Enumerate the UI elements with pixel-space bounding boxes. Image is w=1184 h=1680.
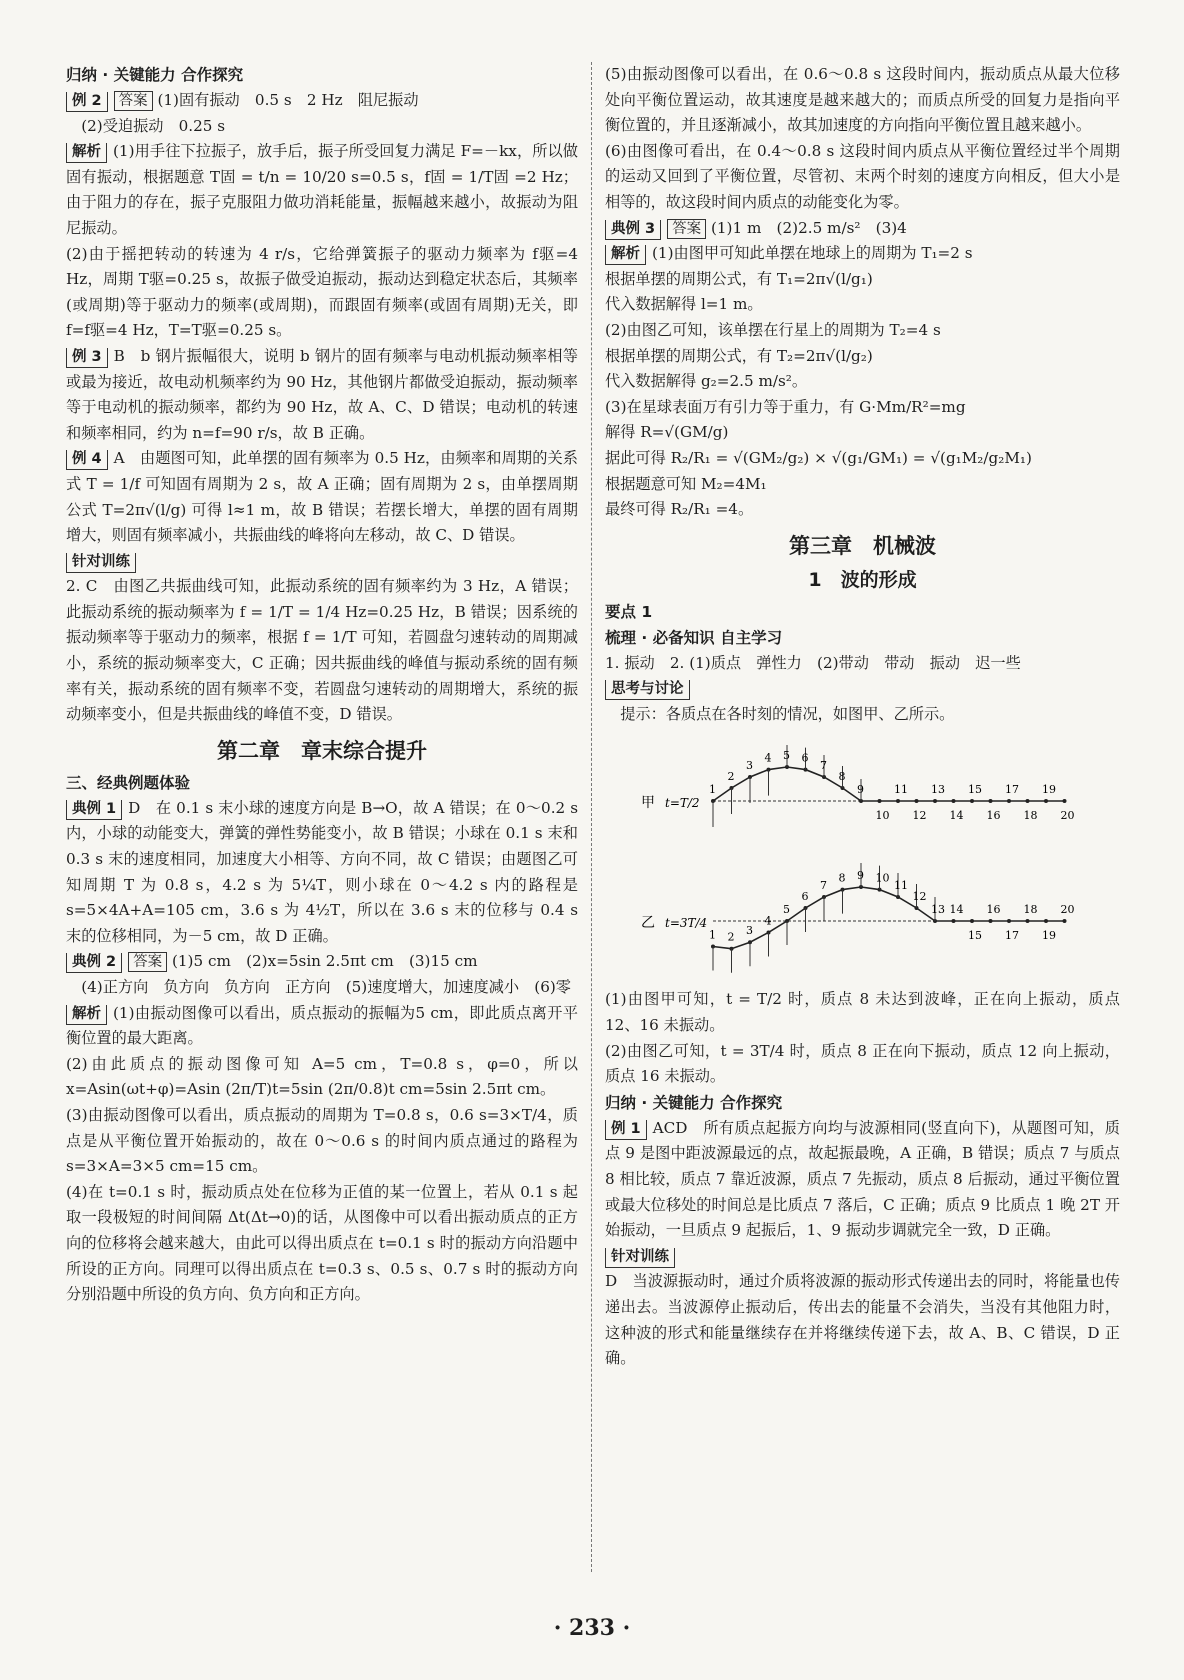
particle-label: 9 [857, 783, 864, 797]
paragraph-text: 代入数据解得 l=1 m。 [605, 295, 763, 314]
paragraph [605, 1269, 1120, 1371]
paragraph [605, 497, 1120, 523]
paragraph-text: 提示：各质点在各时刻的情况，如图甲、乙所示。 [605, 704, 955, 723]
example-tag: 针对训练 [605, 1248, 675, 1268]
section-heading [605, 625, 1120, 651]
paragraph-text: (1)用手往下拉振子，放手后，振子所受回复力满足 F=－kx，所以做固有振动，根据题意 T固 = t/n = 10/20 s=0.5 s，f固 = 1/T固 =2 Hz；由于阻力的存在，振子克服阻力做功消耗能量，振幅越来越小，故振动为阻尼振动。 [66, 142, 578, 237]
particle-dot [1063, 799, 1067, 803]
paragraph-text: 解得 R=√(GM/g) [605, 423, 729, 442]
particle-label: 1 [709, 928, 716, 942]
example-tag: 解析 [66, 143, 107, 163]
paragraph-text: D 在 0.1 s 末小球的速度方向是 B→O，故 A 错误；在 0～0.2 s 内，小球的动能变大，弹簧的弹性势能变小，故 B 错误；小球在 0.1 s 末和 0.3 s 末的速度相同，加速度大小相等、方向不同，故 C 错误；由题图乙可知周期 T 为 0.8 s，4.2 s 为 5¼T，则小球在 0～4.2 s 内的路程是 s=5×4A+A=105 cm，3.6 s 为 4½T，所以在 3.6 s 末的位移与 0.4 s 末的位移相同，为－5 cm，故 D 正确。 [66, 798, 578, 945]
paragraph [605, 395, 1120, 421]
particle-label: 4 [764, 914, 772, 928]
column-divider [591, 62, 592, 1572]
answer-box: 答案 [667, 219, 706, 239]
paragraph [605, 651, 1120, 677]
paragraph-text: 归纳 · 关键能力 合作探究 [605, 1093, 783, 1112]
particle-dot [989, 799, 993, 803]
answer-box: 答案 [128, 952, 167, 972]
paragraph-text: 1 波的形成 [808, 568, 917, 591]
paragraph-text: (2)受迫振动 0.25 s [66, 116, 226, 135]
paragraph-text: ACD 所有质点起振方向均与波源相同(竖直向下)，从题图可知，质点 9 是图中距波源最远的点，故起振最晚，A 正确，B 错误；质点 7 与质点 8 相比较，质点 7 靠近波源，质点 7 先振动，质点 8 后振动，通过平衡位置或最大位移处的时间总是比质点 7 落后，C 正确；质点 9 比质点 1 晚 2T 开始振动，一旦质点 9 起振后，1、9 振动步调就完全一致，D 正确。 [605, 1118, 1120, 1240]
paragraph-text: 据此可得 R₂/R₁ = √(GM₂/g₂) × √(g₁/GM₁) = √(g₁M₂/g₂M₁) [605, 448, 1032, 467]
paragraph-text: 代入数据解得 g₂=2.5 m/s²。 [605, 372, 808, 391]
panel-yi-label: 乙 [641, 915, 655, 932]
paragraph-text: 梳理 · 必备知识 自主学习 [605, 628, 783, 647]
paragraph [66, 242, 578, 344]
particle-dot [1026, 799, 1030, 803]
paragraph-text: 归纳 · 关键能力 合作探究 [66, 66, 244, 84]
paragraph-text: 根据单摆的周期公式，有 T₁=2π√(l/g₁) [605, 269, 873, 288]
particle-dot [1044, 799, 1048, 803]
section-heading [66, 770, 578, 796]
paragraph-text: (1)由图甲可知，t = T/2 时，质点 8 未达到波峰，正在向上振动，质点 12、16 未振动。 [605, 990, 1120, 1035]
paragraph [66, 975, 578, 1001]
particle-label: 16 [986, 809, 1001, 823]
paragraph-text: (1)固有振动 0.5 s 2 Hz 阻尼振动 [157, 91, 419, 109]
particle-label: 11 [894, 783, 908, 797]
section-heading [605, 599, 1120, 625]
paragraph [605, 987, 1120, 1038]
paragraph-text: 要点 1 [605, 602, 653, 621]
lesson-title [605, 565, 1120, 595]
particle-label: 17 [1005, 929, 1019, 943]
paragraph-text: (4)在 t=0.1 s 时，振动质点处在位移为正值的某一位置上，若从 0.1 s 起取一段极短的时间间隔 Δt(Δt→0)的话，从图像中可以看出振动质点的正方向的位移将会越来越大，由此可以得出质点在 t=0.1 s 时的振动方向沿题中所设的正方向。同理可以得出质点在 t=0.3 s、0.5 s、0.7 s 时的振动方向分别沿题中所设的负方向、负方向和正方向。 [66, 1182, 578, 1304]
particle-dot [952, 799, 956, 803]
example-tag: 思考与讨论 [605, 680, 690, 700]
section-heading [605, 1090, 1120, 1116]
particle-dot [970, 799, 974, 803]
paragraph-text: (2)由此质点的振动图像可知 A=5 cm，T=0.8 s，φ=0，所以 x=Asin(ωt+φ)=Asin (2π/T)t=5sin (2π/0.8)t cm=5sin 2.5πt cm。 [66, 1054, 578, 1099]
section-heading [66, 62, 578, 88]
particle-label: 20 [1060, 903, 1075, 917]
paragraph [605, 344, 1120, 370]
paragraph-text: 三、经典例题体验 [66, 773, 191, 792]
particle-label: 17 [1005, 783, 1019, 797]
paragraph [605, 420, 1120, 446]
particle-dot [1026, 919, 1030, 923]
particle-label: 12 [912, 809, 927, 823]
particle-label: 19 [1042, 783, 1056, 797]
particle-label: 5 [783, 749, 790, 763]
particle-label: 16 [986, 903, 1001, 917]
paragraph-text: (1)1 m (2)2.5 m/s² (3)4 [710, 218, 907, 237]
paragraph-text: (2)由图乙可知，该单摆在行星上的周期为 T₂=4 s [605, 320, 941, 339]
paragraph [605, 292, 1120, 318]
example-tag: 例 4 [66, 450, 108, 470]
paragraph [605, 369, 1120, 395]
particle-dot [989, 919, 993, 923]
paragraph [66, 949, 578, 975]
paragraph [605, 216, 1120, 242]
paragraph [66, 139, 578, 241]
right-column [605, 62, 1120, 1372]
particle-dot [1007, 919, 1011, 923]
paragraph [66, 796, 578, 950]
particle-label: 14 [949, 903, 964, 917]
particle-label: 4 [764, 752, 772, 766]
paragraph [605, 1244, 1120, 1270]
paragraph-text: (3)由振动图像可以看出，质点振动的周期为 T=0.8 s，0.6 s=3×T/4，质点是从平衡位置开始振动的，故在 0～0.6 s 的时间内质点通过的路程为 s=3×A=3×5 cm=15 cm。 [66, 1105, 578, 1176]
particle-label: 6 [801, 890, 809, 904]
paragraph [66, 88, 578, 114]
particle-dot [1007, 799, 1011, 803]
panel-yi-time: t=3T/4 [665, 916, 708, 931]
paragraph-text: 根据题意可知 M₂=4M₁ [605, 474, 767, 493]
particle-label: 15 [968, 783, 982, 797]
particle-label: 8 [838, 770, 846, 784]
particle-label: 14 [949, 809, 964, 823]
chapter-title [605, 529, 1120, 563]
paragraph-text: 最终可得 R₂/R₁ =4。 [605, 500, 754, 519]
paragraph [605, 1116, 1120, 1244]
panel-jia-label: 甲 [641, 795, 655, 812]
particle-label: 3 [746, 924, 753, 938]
particle-label: 18 [1023, 903, 1038, 917]
particle-dot [878, 799, 882, 803]
paragraph-text: (3)在星球表面万有引力等于重力，有 G·Mm/R²=mg [605, 397, 966, 416]
particle-label: 8 [838, 872, 846, 886]
panel-jia-time: t=T/2 [665, 796, 700, 811]
paragraph [605, 318, 1120, 344]
particle-label: 10 [875, 809, 890, 823]
wave-diagram [605, 731, 1075, 981]
example-tag: 例 2 [66, 92, 108, 112]
paragraph [66, 549, 578, 575]
particle-label: 13 [931, 783, 945, 797]
particle-label: 2 [727, 770, 735, 784]
paragraph [66, 574, 578, 728]
paragraph [66, 446, 578, 548]
paragraph-text: 根据单摆的周期公式，有 T₂=2π√(l/g₂) [605, 346, 873, 365]
paragraph [66, 1103, 578, 1180]
paragraph-text: (1)由振动图像可以看出，质点振动的振幅为5 cm，即此质点离开平衡位置的最大距离。 [66, 1003, 578, 1048]
paragraph [605, 62, 1120, 139]
chapter-title [66, 734, 578, 768]
paragraph-text: 第三章 机械波 [789, 533, 936, 558]
particle-label: 1 [709, 783, 716, 797]
particle-label: 18 [1023, 809, 1038, 823]
example-tag: 例 3 [66, 348, 108, 368]
paragraph-text: 1. 振动 2. (1)质点 弹性力 (2)带动 带动 振动 迟一些 [605, 653, 1021, 672]
particle-dot [1044, 919, 1048, 923]
particle-dot [915, 799, 919, 803]
example-tag: 针对训练 [66, 553, 136, 573]
paragraph-text: (6)由图像可看出，在 0.4～0.8 s 这段时间内质点从平衡位置经过半个周期的运动又回到了平衡位置，尽管初、末两个时刻的速度方向相反，但大小是相等的，故这段时间内质点的动能变化为零。 [605, 141, 1120, 211]
paragraph [605, 446, 1120, 472]
left-column [66, 62, 578, 1308]
paragraph [66, 1052, 578, 1103]
paragraph [605, 267, 1120, 293]
example-tag: 解析 [66, 1005, 107, 1025]
paragraph-text: (1)由图甲可知此单摆在地球上的周期为 T₁=2 s [652, 244, 973, 263]
particle-dot [933, 799, 937, 803]
paragraph [605, 139, 1120, 216]
particle-label: 19 [1042, 929, 1056, 943]
paragraph-text: (2)由于摇把转动的转速为 4 r/s，它给弹簧振子的驱动力频率为 f驱=4 Hz，周期 T驱=0.25 s，故振子做受迫振动，振动达到稳定状态后，其频率(或周期)等于驱动力的频率(或周期)，而跟固有频率(或固有周期)无关，即 f=f驱=4 Hz，T=T驱=0.25 s。 [66, 244, 578, 340]
particle-label: 10 [875, 872, 890, 886]
particle-label: 3 [746, 759, 753, 773]
particle-dot [896, 799, 900, 803]
paragraph [605, 702, 1120, 728]
particle-dot [952, 919, 956, 923]
paragraph-text: 第二章 章末综合提升 [217, 738, 427, 763]
particle-label: 15 [968, 929, 982, 943]
paragraph [605, 472, 1120, 498]
particle-label: 12 [912, 890, 927, 904]
particle-label: 2 [727, 931, 735, 945]
paragraph [605, 1039, 1120, 1090]
paragraph [66, 114, 578, 140]
particle-label: 11 [894, 879, 908, 893]
paragraph [66, 1180, 578, 1308]
particle-label: 5 [783, 903, 790, 917]
paragraph-text: A 由题图可知，此单摆的固有频率为 0.5 Hz，由频率和周期的关系式 T = 1/f 可知固有周期为 2 s，故 A 正确；固有周期为 2 s，由单摆周期公式 T=2π√(l/g) 可得 l≈1 m，故 B 错误；若摆长增大，单摆的固有周期增大，则固有频率减小，共振曲线的峰将向左移动，故 C、D 错误。 [66, 449, 578, 545]
particle-dot [1063, 919, 1067, 923]
particle-label: 13 [931, 903, 945, 917]
paragraph-text: (2)由图乙可知，t = 3T/4 时，质点 8 正在向下振动，质点 12 向上振动，质点 16 未振动。 [605, 1041, 1120, 1086]
paragraph [66, 344, 578, 446]
particle-dot [970, 919, 974, 923]
paragraph-text: D 当波源振动时，通过介质将波源的振动形式传递出去的同时，将能量也传递出去。当波源停止振动后，传出去的能量不会消失，当没有其他阻力时，这种波的形式和能量继续存在并将继续传递下去，故 A、B、C 错误，D 正确。 [605, 1272, 1120, 1368]
example-tag: 典例 3 [605, 220, 661, 240]
page-number: · 233 · [553, 1615, 631, 1641]
particle-label: 6 [801, 752, 809, 766]
paragraph-text: (4)正方向 负方向 负方向 正方向 (5)速度增大，加速度减小 (6)零 [66, 978, 571, 996]
paragraph [605, 241, 1120, 267]
particle-label: 9 [857, 869, 864, 883]
paragraph-text: (5)由振动图像可以看出，在 0.6～0.8 s 这段时间内，振动质点从最大位移处向平衡位置运动，故其速度是越来越大的；而质点所受的回复力是指向平衡位置的，并且逐渐减小，故其加速度的方向指向平衡位置且越来越小。 [605, 65, 1120, 135]
paragraph-text: 2. C 由图乙共振曲线可知，此振动系统的固有频率约为 3 Hz，A 错误；此振动系统的振动频率为 f = 1/T = 1/4 Hz=0.25 Hz，B 错误；因系统的振动频率等于驱动力的频率，根据 f = 1/T 可知，若圆盘匀速转动的周期减小，系统的振动频率变大，C 正确；因共振曲线的峰值与振动系统的固有频率有关，振动系统的固有频率不变，若圆盘匀速转动的周期增大，系统的振动频率变小，但是共振曲线的峰值不变，D 错误。 [66, 577, 578, 724]
paragraph [605, 676, 1120, 702]
particle-label: 20 [1060, 809, 1075, 823]
example-tag: 典例 2 [66, 953, 122, 973]
paragraph [66, 1001, 578, 1052]
paragraph-text: (1)5 cm (2)x=5sin 2.5πt cm (3)15 cm [171, 952, 478, 971]
particle-label: 7 [820, 759, 827, 773]
example-tag: 例 1 [605, 1120, 647, 1140]
example-tag: 典例 1 [66, 800, 122, 820]
example-tag: 解析 [605, 245, 646, 265]
particle-label: 7 [820, 879, 827, 893]
answer-box: 答案 [114, 91, 153, 111]
paragraph-text: B b 钢片振幅很大，说明 b 钢片的固有频率与电动机振动频率相等或最为接近，故电动机频率约为 90 Hz，其他钢片都做受迫振动，振动频率等于电动机的振动频率，都约为 90 Hz，故 A、C、D 错误；电动机的转速和频率相同，约为 n=f=90 r/s，故 B 正确。 [66, 346, 578, 442]
